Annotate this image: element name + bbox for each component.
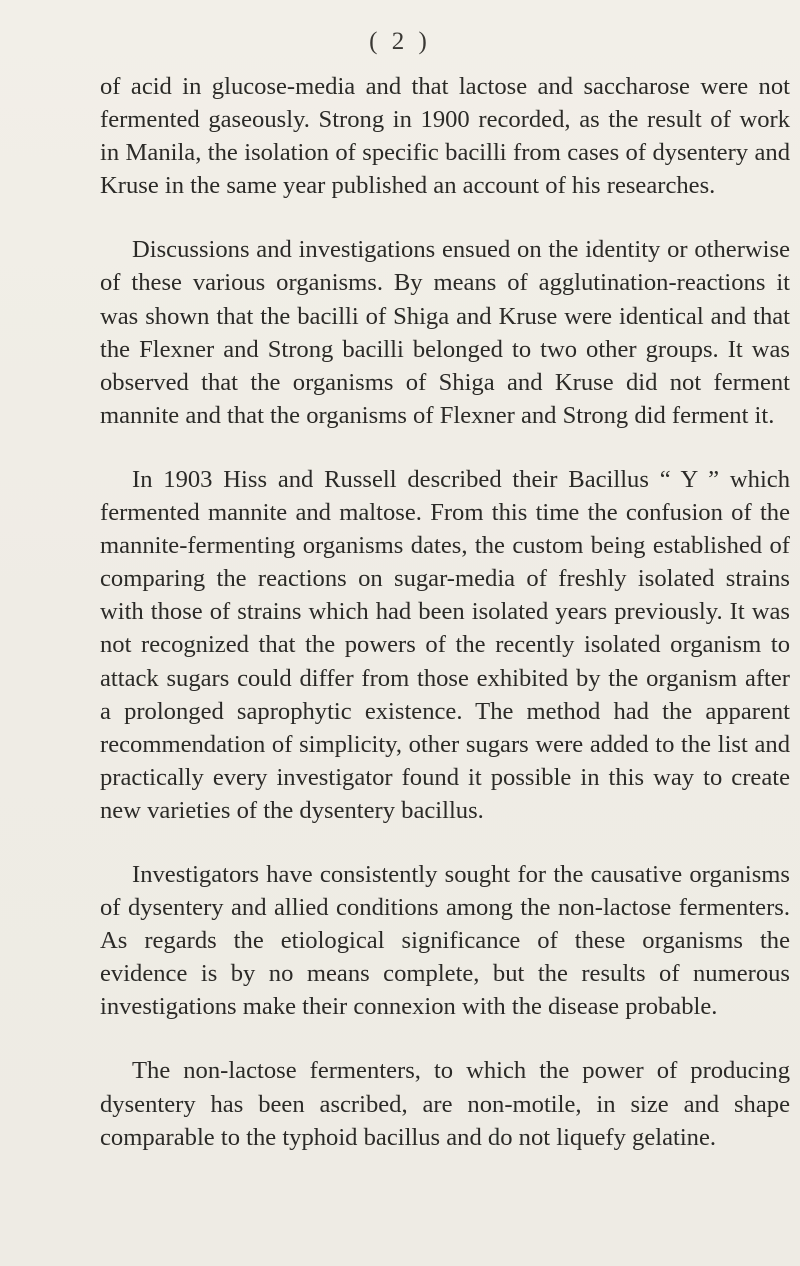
paragraph-continuation: of acid in glucose-media and that lactose and saccharose were not fermented gaseously. Strong in 1900 recorded, as the result of work in Manila, the isolation of specific bacilli from cases of dysentery and Kruse in the same year published an account of his researches. (100, 73, 790, 200)
body-text (100, 70, 790, 1154)
page-number: ( 2 ) (369, 28, 431, 55)
paragraph-non-lactose-fermenters: The non-lactose fermenters, to which the power of producing dysentery has been ascribed, are non-motile, in size and shape comparable to the typhoid bacillus and do not liquefy gelatine. (100, 1057, 790, 1151)
paragraph-investigators: Investigators have consistently sought for the causative organisms of dysentery and allied conditions among the non-lactose fermenters. As regards the etiological significance of these organisms the evidence is by no means complete, but the results of numerous investigations make their connexion with the disease probable. (100, 860, 790, 1021)
paragraph-hiss-russell: In 1903 Hiss and Russell described their Bacillus “ Y ” which fermented mannite and maltose. From this time the confusion of the mannite-fermenting organisms dates, the custom being established of comparing the reactions on sugar-media of freshly isolated strains with those of strains which had been isolated years previously. It was not recognized that the powers of the recently isolated organism to attack sugars could differ from those exhibited by the organism after a prolonged saprophytic existence. The method had the apparent recommendation of simplicity, other sugars were added to the list and practically every investigator found it possible in this way to create new varieties of the dysentery bacillus. (100, 465, 790, 824)
paragraph-discussions: Discussions and investigations ensued on the identity or otherwise of these various organisms. By means of agglutination-reactions it was shown that the bacilli of Shiga and Kruse were identical and that the Flexner and Strong bacilli belonged to two other groups. It was observed that the organisms of Shiga and Kruse did not ferment mannite and that the organisms of Flexner and Strong did ferment it. (100, 236, 790, 429)
